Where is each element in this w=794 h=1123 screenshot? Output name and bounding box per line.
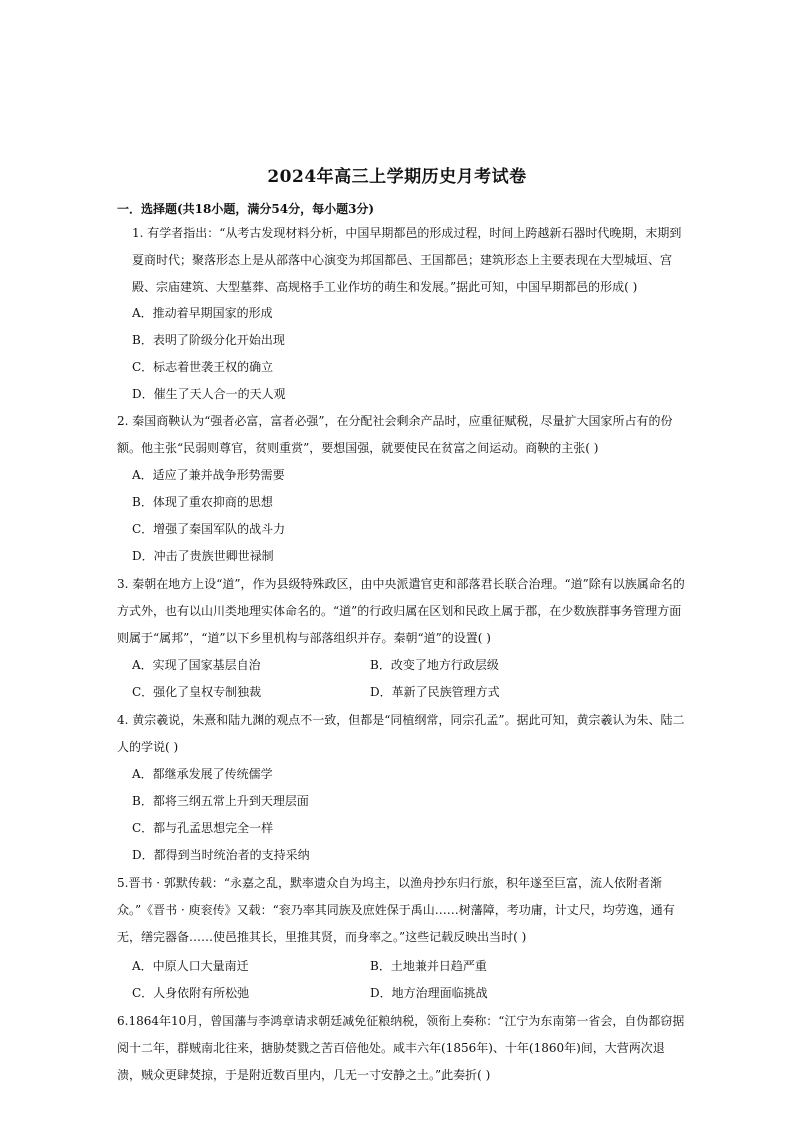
option-d[interactable]: D．革新了民族管理方式 [370,685,500,699]
question-stem: 5.晋书 · 郭默传载：“永嘉之乱，默率遗众自为坞主，以渔舟抄东归行旅，积年遂至巨富，流人依附者渐众。”《晋书 · 庾衮传》又载：“衮乃率其同族及庶姓保于禹山……树藩障，考功庸，计丈尺，均劳逸，通有无，缮完器备……使邑推其长，里推其贤，而身率之。”这些记载反映出当时( ) [117,876,675,944]
option-a[interactable]: A．都继承发展了传统儒学 [132,767,273,781]
option-c[interactable]: C．增强了秦国军队的战斗力 [132,522,286,536]
question-stem: 1. 有学者指出：“从考古发现材料分析，中国早期都邑的形成过程，时间上跨越新石器时代晚期，末期到夏商时代；聚落形态上是从部落中心演变为邦国都邑、王国都邑；建筑形态上主要表现在大型城垣、宫殿、宗庙建筑、大型墓葬、高规格手工业作坊的萌生和发展。”据此可知，中国早期都邑的形成( ) [132,226,682,294]
question-4-options [117,761,687,869]
question-stem: 3. 秦朝在地方上设“道”，作为县级特殊政区，由中央派遣官吏和部落君长联合治理。“道”除有以族属命名的方式外，也有以山川类地理实体命名的。“道”的行政归属在区划和民政上属于郡，在少数族群事务管理方面则属于“属邦”，“道”以下乡里机构与部落组织并存。秦朝“道”的设置( ) [117,577,685,645]
option-a[interactable]: A．推动着早期国家的形成 [132,306,273,320]
exam-title: 2024年高三上学期历史月考试卷 [267,167,527,187]
option-a[interactable]: A．实现了国家基层自治 [132,658,261,672]
question-6 [117,1008,687,1089]
question-1-options [117,300,687,408]
option-a[interactable]: A．适应了兼并战争形势需要 [132,468,285,482]
option-c[interactable]: C．标志着世袭王权的确立 [132,360,274,374]
question-2 [117,408,687,462]
question-stem: 2. 秦国商鞅认为“强者必富，富者必强”，在分配社会剩余产品时，应重征赋税，尽量扩大国家所占有的份额。他主张“民弱则尊官，贫则重赏”，要想国强，就要使民在贫富之间运动。商鞅的主张( ) [117,414,673,455]
option-c[interactable]: C．强化了皇权专制独裁 [132,685,262,699]
question-1 [117,220,687,301]
option-a[interactable]: A．中原人口大量南迁 [132,959,249,973]
section-heading: 一．选择题(共18小题，满分54分，每小题3分) [117,202,375,216]
option-b[interactable]: B．都将三纲五常上升到天理层面 [132,794,309,808]
question-3-options [117,652,687,706]
question-3 [117,571,687,652]
question-4 [117,707,687,761]
option-c[interactable]: C．人身依附有所松弛 [132,986,250,1000]
option-c[interactable]: C．都与孔孟思想完全一样 [132,821,274,835]
option-d[interactable]: D．地方治理面临挑战 [370,986,488,1000]
option-b[interactable]: B．体现了重农抑商的思想 [132,495,273,509]
option-b[interactable]: B．表明了阶级分化开始出现 [132,333,285,347]
question-stem: 4. 黄宗羲说，朱熹和陆九渊的观点不一致，但都是“同植纲常，同宗孔孟”。据此可知，黄宗羲认为朱、陆二人的学说( ) [117,713,685,754]
option-d[interactable]: D．都得到当时统治者的支持采纳 [132,848,310,862]
option-b[interactable]: B．土地兼并日趋严重 [370,959,487,973]
option-d[interactable]: D．冲击了贵族世卿世禄制 [132,549,274,563]
question-stem: 6.1864年10月，曾国藩与李鸿章请求朝廷减免征粮纳税，领衔上奏称：“江宁为东南第一省会，自伪都窃据阅十二年，群贼南北往来，搪胁焚戮之苦百倍他处。咸丰六年(1856年)、十年(1860年)间，大营两次退溃，贼众更肆焚掠，于是附近数百里内，几无一寸安静之土。”此奏折( ) [117,1014,685,1082]
question-5 [117,870,687,951]
question-2-options [117,462,687,570]
option-b[interactable]: B．改变了地方行政层级 [370,658,499,672]
question-5-options [117,953,687,1007]
option-d[interactable]: D．催生了天人合一的天人观 [132,387,286,401]
